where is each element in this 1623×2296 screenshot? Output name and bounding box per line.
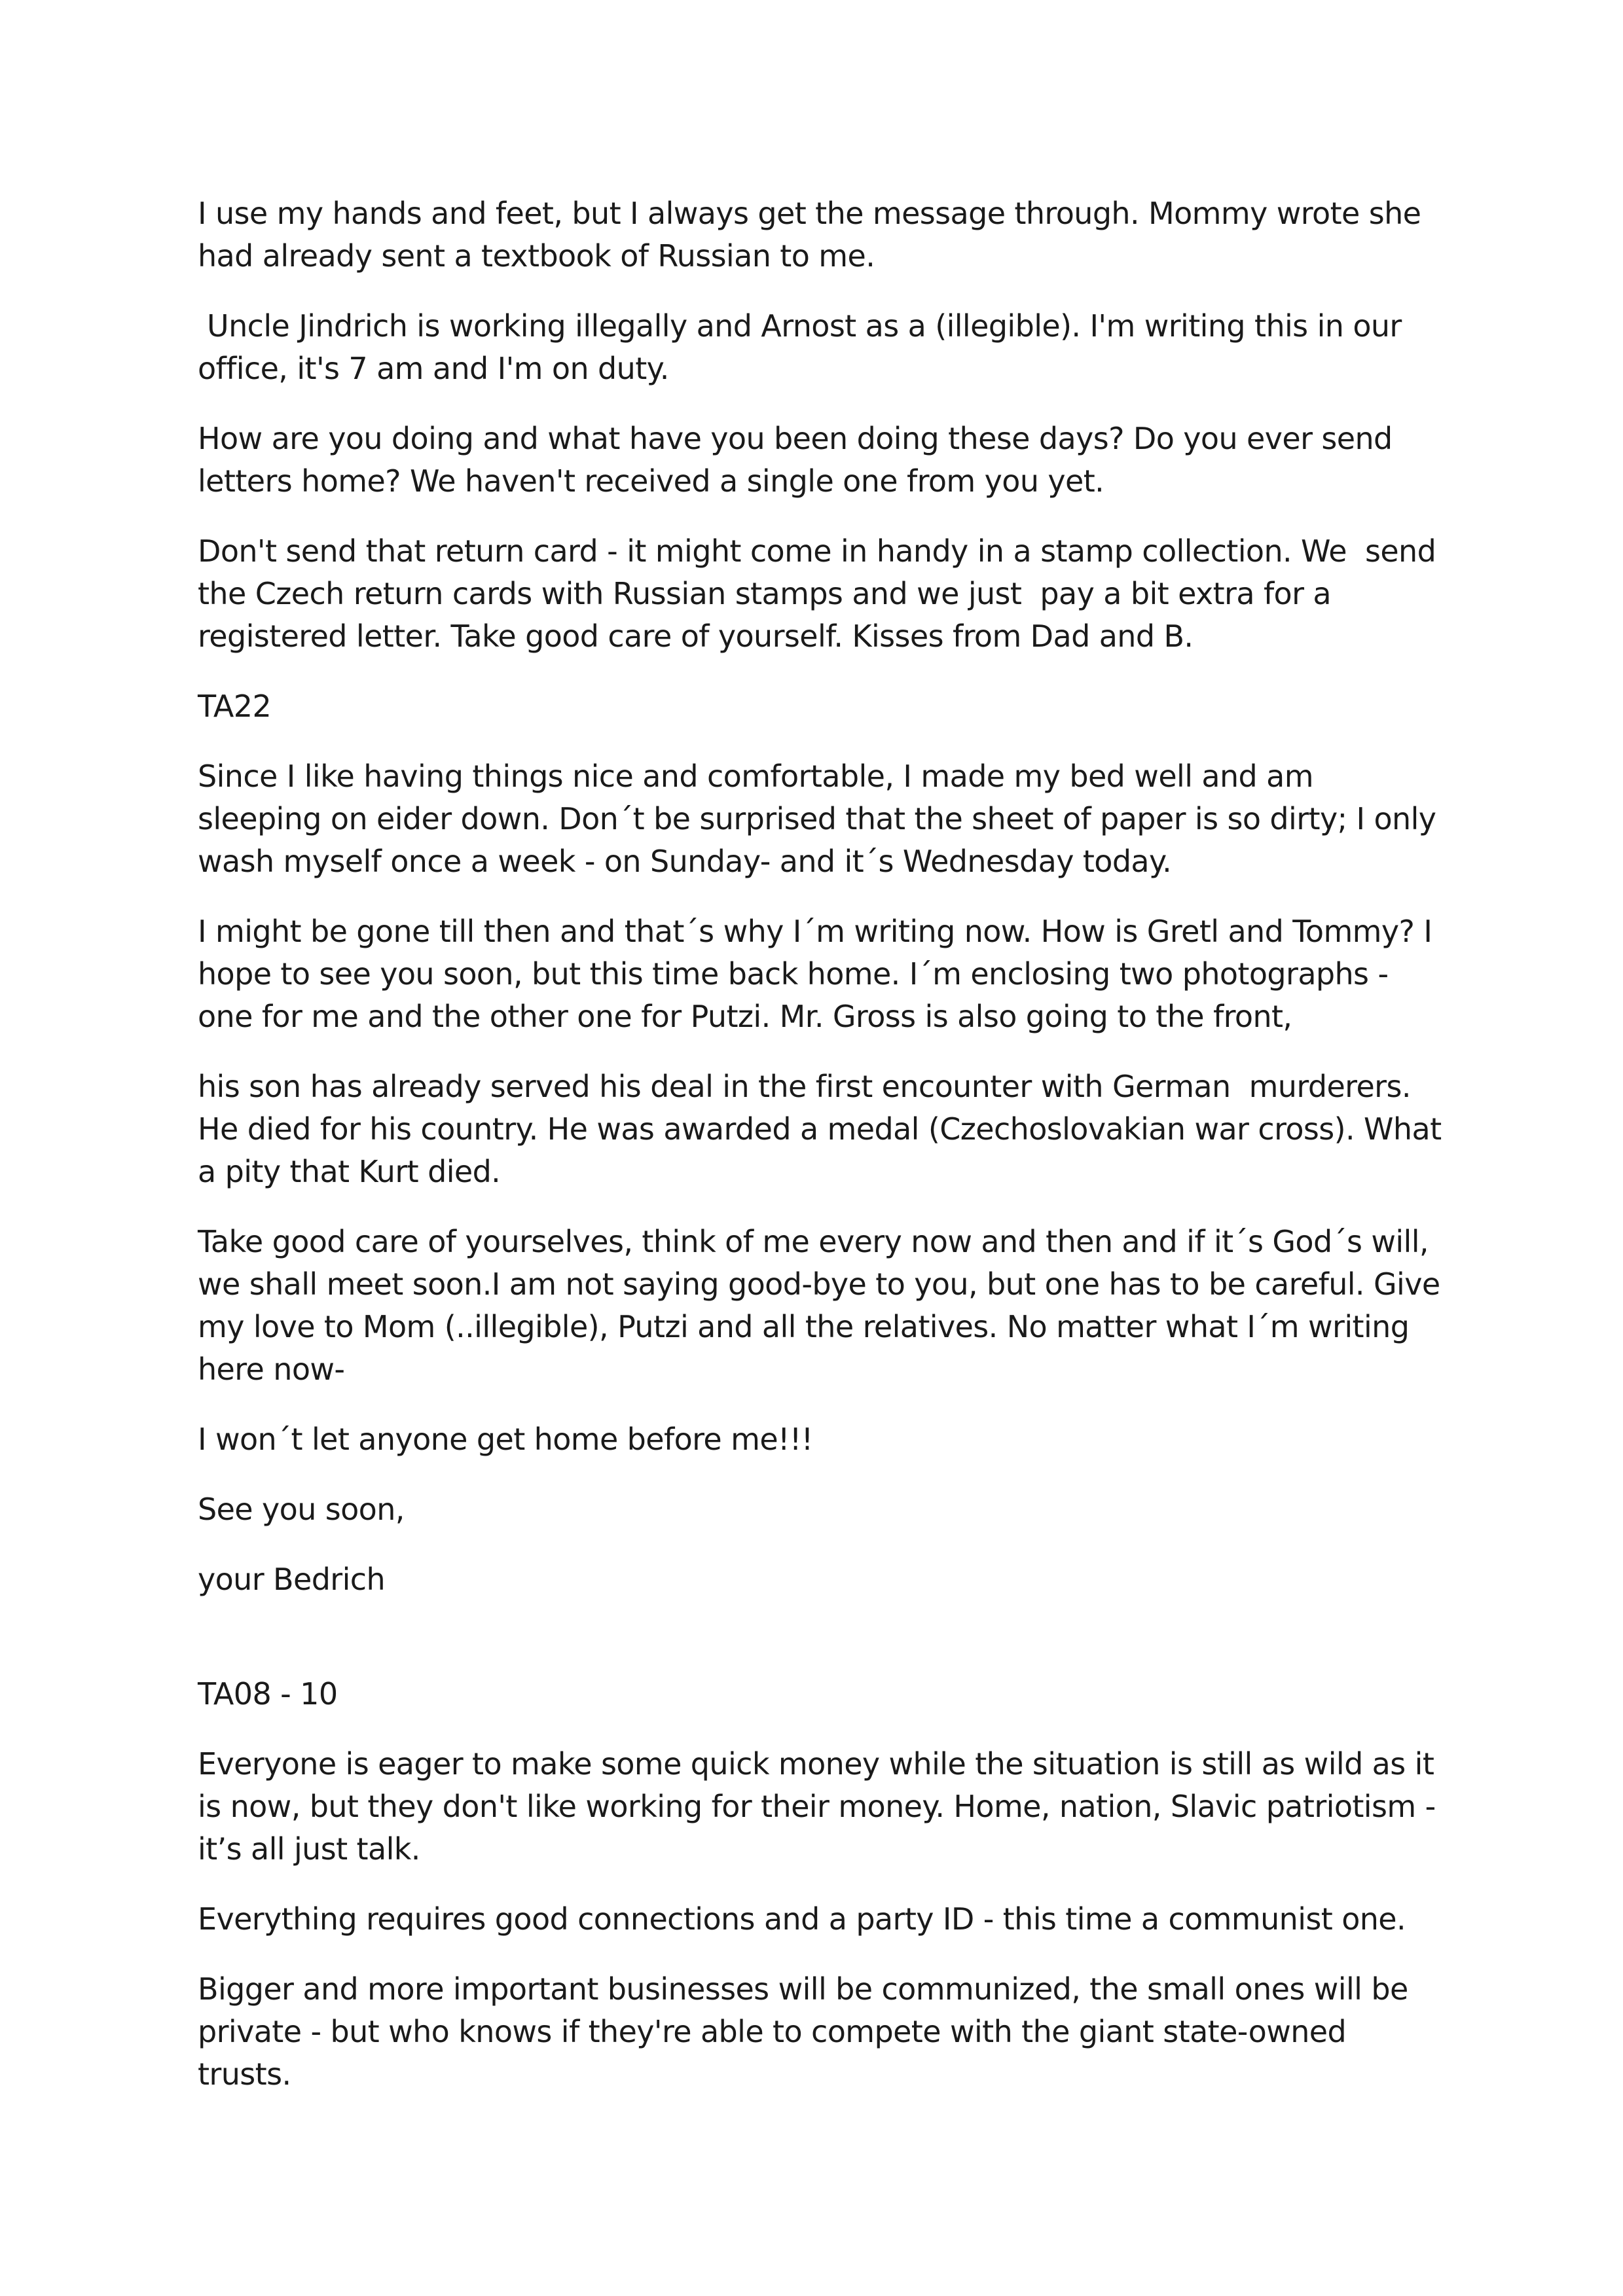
paragraph-return-card: Don't send that return card - it might come in handy in a stamp collection. We send the Czech return cards with Russian stamps and we just pay a bit extra for a registered letter. Take good care of yourself. Kisses from Dad and B. <box>198 533 1446 654</box>
section-heading-ta08-10: TA08 - 10 <box>198 1676 338 1712</box>
paragraph-son-died: his son has already served his deal in the first encounter with German murderers. He died for his country. He was awarded a medal (Czechoslovakian war cross). What a pity that Kurt died. <box>198 1069 1451 1189</box>
paragraph-party-id: Everything requires good connections and a party ID - this time a communist one. <box>198 1901 1406 1937</box>
paragraph-get-home: I won´t let anyone get home before me!!! <box>198 1422 813 1457</box>
section-heading-ta22: TA22 <box>198 689 272 724</box>
signature-bedrich: your Bedrich <box>198 1562 386 1597</box>
document-body <box>198 192 1451 2123</box>
paragraph-message-through: I use my hands and feet, but I always get the message through. Mommy wrote she had already sent a textbook of Russian to me. <box>198 196 1431 274</box>
paragraph-writing-now: I might be gone till then and that´s why I´m writing now. How is Gretl and Tommy? I hope to see you soon, but this time back home. I´m enclosing two photographs - one for me and the other one for Putzi. Mr. Gross is also going to the front, <box>198 914 1442 1034</box>
paragraph-quick-money: Everyone is eager to make some quick money while the situation is still as wild as it is now, but they don't like working for their money. Home, nation, Slavic patriotism - it’s all just talk. <box>198 1746 1445 1867</box>
paragraph-eider-down: Since I like having things nice and comfortable, I made my bed well and am sleeping on eider down. Don´t be surprised that the sheet of paper is so dirty; I only wash myself once a week - on Sunday- and it´s Wednesday today. <box>198 759 1446 879</box>
paragraph-communized: Bigger and more important businesses will be communized, the small ones will be private - but who knows if they're able to compete with the giant state-owned trusts. <box>198 1971 1417 2092</box>
paragraph-uncle-jindrich: Uncle Jindrich is working illegally and Arnost as a (illegible). I'm writing this in our office, it's 7 am and I'm on duty. <box>198 308 1411 386</box>
paragraph-how-are-you: How are you doing and what have you been doing these days? Do you ever send letters home? We haven't received a single one from you yet. <box>198 421 1402 499</box>
closing-see-you: See you soon, <box>198 1492 405 1527</box>
paragraph-take-care: Take good care of yourselves, think of me every now and then and if it´s God´s will, we shall meet soon.I am not saying good-bye to you, but one has to be careful. Give my love to Mom (..illegible), Putzi and all the relatives. No matter what I´m writing here now- <box>198 1224 1450 1387</box>
